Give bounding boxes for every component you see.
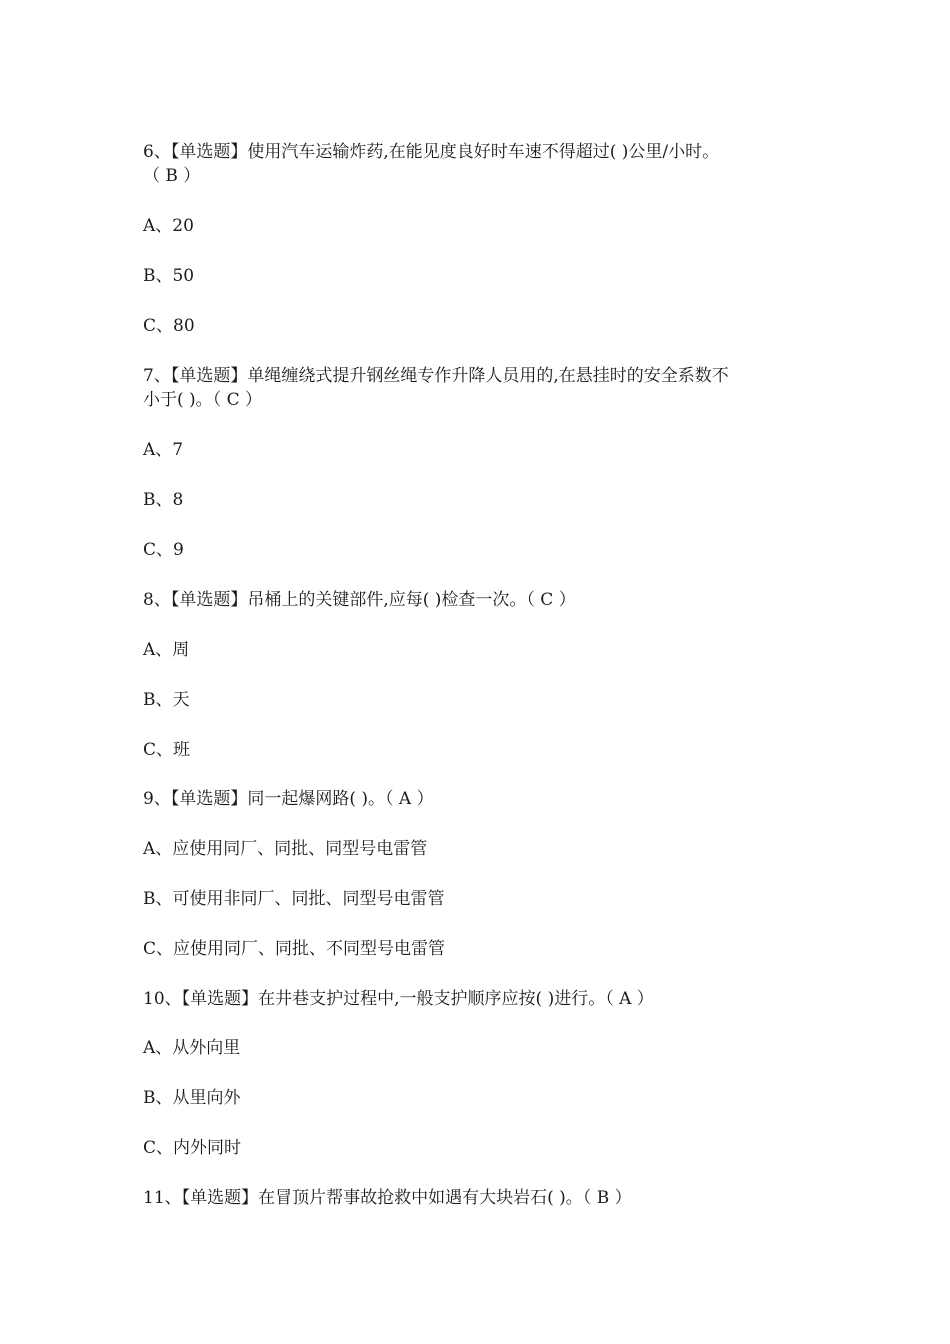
question-9-option-b: B、可使用非同厂、同批、同型号电雷管: [143, 889, 445, 909]
question-6-stem: 6、【单选题】使用汽车运输炸药,在能见度良好时车速不得超过( )公里/小时。: [143, 142, 720, 162]
question-9-stem: 9、【单选题】同一起爆网路( )。（ A ）: [143, 789, 434, 809]
question-6-option-a: A、20: [143, 216, 194, 236]
question-8-option-b: B、天: [143, 690, 190, 710]
question-10-stem: 10、【单选题】在井巷支护过程中,一般支护顺序应按( )进行。（ A ）: [143, 989, 654, 1009]
question-7-option-a: A、7: [143, 440, 184, 460]
question-10-option-a: A、从外向里: [143, 1038, 241, 1058]
question-11-stem: 11、【单选题】在冒顶片帮事故抢救中如遇有大块岩石( )。（ B ）: [143, 1188, 632, 1208]
question-6-option-b: B、50: [143, 266, 195, 286]
question-10-option-c: C、内外同时: [143, 1138, 242, 1158]
question-7-answer: 小于( )。（ C ）: [143, 390, 262, 410]
question-10-option-b: B、从里向外: [143, 1088, 241, 1108]
question-7-stem: 7、【单选题】单绳缠绕式提升钢丝绳专作升降人员用的,在悬挂时的安全系数不: [143, 366, 729, 386]
question-7-option-c: C、9: [143, 540, 184, 560]
question-9-option-c: C、应使用同厂、同批、不同型号电雷管: [143, 939, 446, 959]
question-8-stem: 8、【单选题】吊桶上的关键部件,应每( )检查一次。（ C ）: [143, 590, 576, 610]
question-8-option-a: A、周: [143, 640, 190, 660]
question-8-option-c: C、班: [143, 740, 191, 760]
question-9-option-a: A、应使用同厂、同批、同型号电雷管: [143, 839, 428, 859]
question-7-option-b: B、8: [143, 490, 184, 510]
question-6-option-c: C、80: [143, 316, 195, 336]
question-6-answer: （ B ）: [143, 166, 201, 186]
